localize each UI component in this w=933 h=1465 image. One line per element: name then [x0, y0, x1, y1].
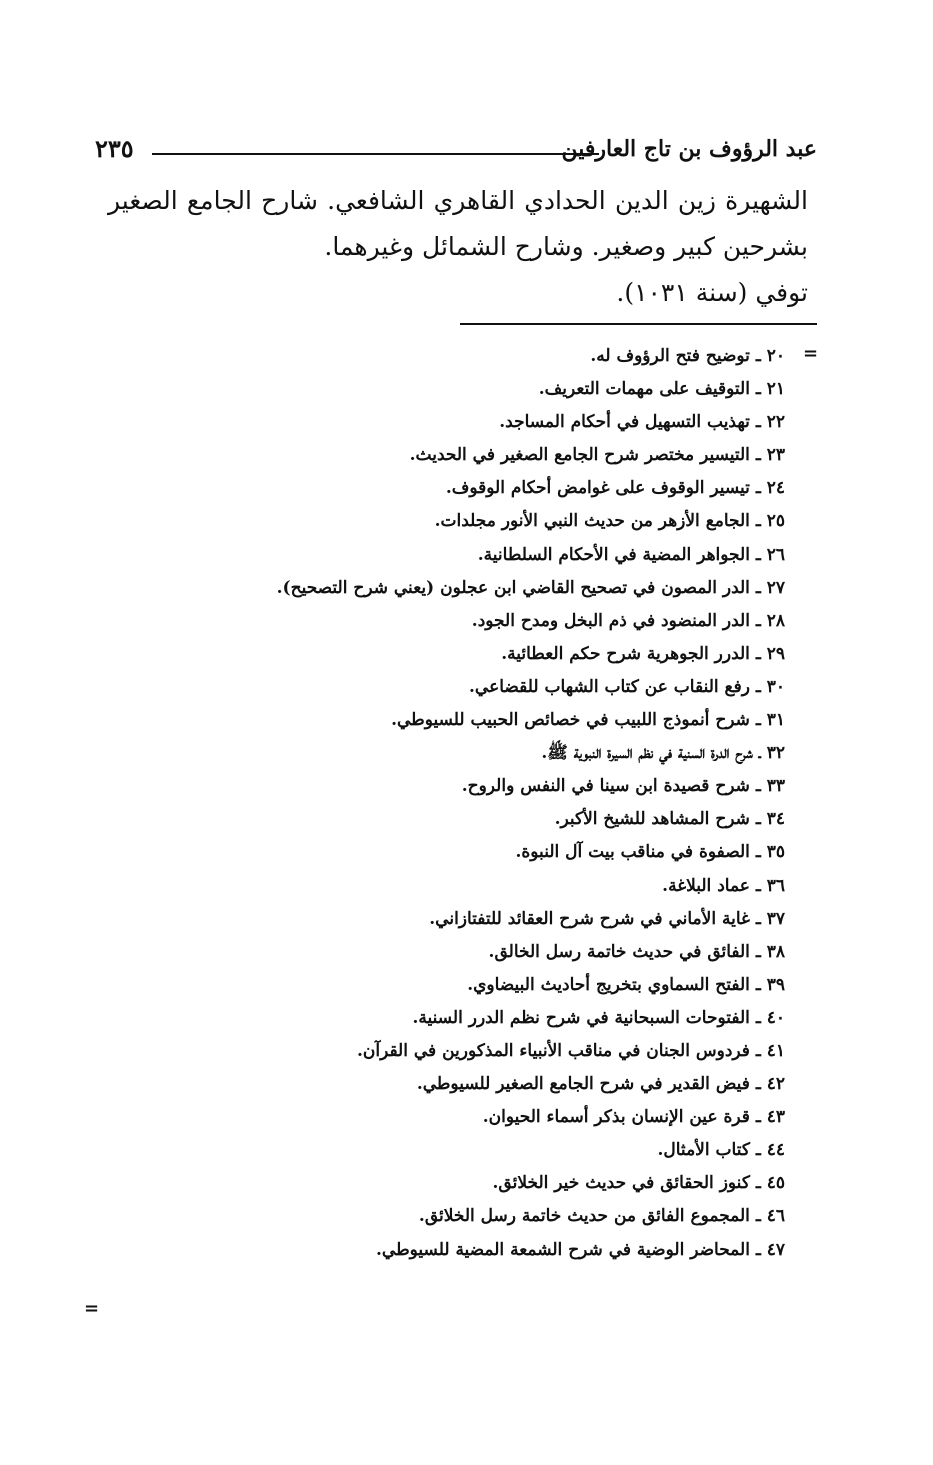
footnote-item: ٤٥ ـ كنوز الحقائق في حديث خير الخلائق. [492, 1173, 785, 1194]
footnote-item: ٣٥ ـ الصفوة في مناقب بيت آل النبوة. [515, 842, 785, 863]
footnote-item: ٢٦ ـ الجواهر المضية في الأحكام السلطانية. [477, 544, 785, 565]
footnote-item: ٢٤ ـ تيسير الوقوف على غوامض أحكام الوقوف. [445, 478, 785, 499]
footnote-item: ٢٩ ـ الدرر الجوهرية شرح حكم العطائية. [501, 643, 785, 664]
footnote-item: ٤٢ ـ فيض القدير في شرح الجامع الصغير للسيوطي. [416, 1074, 785, 1095]
footnote-item: ٢٧ ـ الدر المصون في تصحيح القاضي ابن عجلون (يعني شرح التصحيح). [276, 577, 785, 598]
footnote-item: ٣٠ ـ رفع النقاب عن كتاب الشهاب للقضاعي. [468, 676, 785, 697]
continuation-mark-top: = [803, 343, 819, 364]
header-rule [152, 153, 599, 155]
page-header [95, 128, 817, 168]
footnote-item: ٢٥ ـ الجامع الأزهر من حديث النبي الأنور مجلدات. [434, 511, 785, 532]
footnote-item: ٢٣ ـ التيسير مختصر شرح الجامع الصغير في الحديث. [409, 445, 785, 466]
footnote-item: ٢٨ ـ الدر المنضود في ذم البخل ومدح الجود. [471, 610, 785, 631]
footnote-item: ٣٩ ـ الفتح السماوي بتخريج أحاديث البيضاوي. [467, 974, 785, 995]
footnote-item: ٢٢ ـ تهذيب التسهيل في أحكام المساجد. [499, 412, 785, 433]
continuation-mark-bottom: = [84, 1298, 100, 1319]
footnote-item: ٣٨ ـ الفائق في حديث خاتمة رسل الخالق. [488, 941, 785, 962]
body-line-1: الشهيرة زين الدين الحدادي القاهري الشافعي. شارح الجامع الصغير [108, 186, 808, 215]
footnote-list [225, 340, 785, 1267]
footnote-item: ٣٣ ـ شرح قصيدة ابن سينا في النفس والروح. [461, 776, 785, 797]
main-text [108, 178, 808, 316]
footnote-item: ٤٤ ـ كتاب الأمثال. [657, 1140, 785, 1161]
footnote-item: ٣٧ ـ غاية الأماني في شرح شرح العقائد للتفتازاني. [429, 908, 785, 929]
footnote-item: ٤٣ ـ قرة عين الإنسان بذكر أسماء الحيوان. [482, 1107, 785, 1128]
footnote-item: ٢١ ـ التوقيف على مهمات التعريف. [538, 379, 785, 400]
page-number: ٢٣٥ [95, 134, 134, 163]
footnote-item: ٢٠ ـ توضيح فتح الرؤوف له. [590, 346, 785, 366]
footnote-rule [460, 323, 817, 325]
footnote-item: ٤٦ ـ المجموع الفائق من حديث خاتمة رسل الخلائق. [418, 1206, 785, 1227]
body-line-2: بشرحين كبير وصغير. وشارح الشمائل وغيرهما. [324, 232, 808, 261]
running-title: عبد الرؤوف بن تاج العارفين [561, 136, 817, 162]
footnote-item: ٤٧ ـ المحاضر الوضية في شرح الشمعة المضية للسيوطي. [376, 1239, 785, 1260]
footnote-item: ٣٢ ـ شرح الدرة السنية في نظم السيرة النبوية ﷺ. [541, 743, 785, 764]
footnote-item: ٤٠ ـ الفتوحات السبحانية في شرح نظم الدرر السنية. [412, 1007, 785, 1028]
footnote-item: ٣٦ ـ عماد البلاغة. [662, 875, 785, 896]
footnote-item: ٤١ ـ فردوس الجنان في مناقب الأنبياء المذكورين في القرآن. [356, 1040, 785, 1061]
footnote-item: ٣٤ ـ شرح المشاهد للشيخ الأكبر. [554, 809, 785, 830]
footnote-item: ٣١ ـ شرح أنموذج اللبيب في خصائص الحبيب للسيوطي. [391, 710, 785, 731]
body-line-3: توفي (سنة ١٠٣١). [616, 278, 808, 307]
